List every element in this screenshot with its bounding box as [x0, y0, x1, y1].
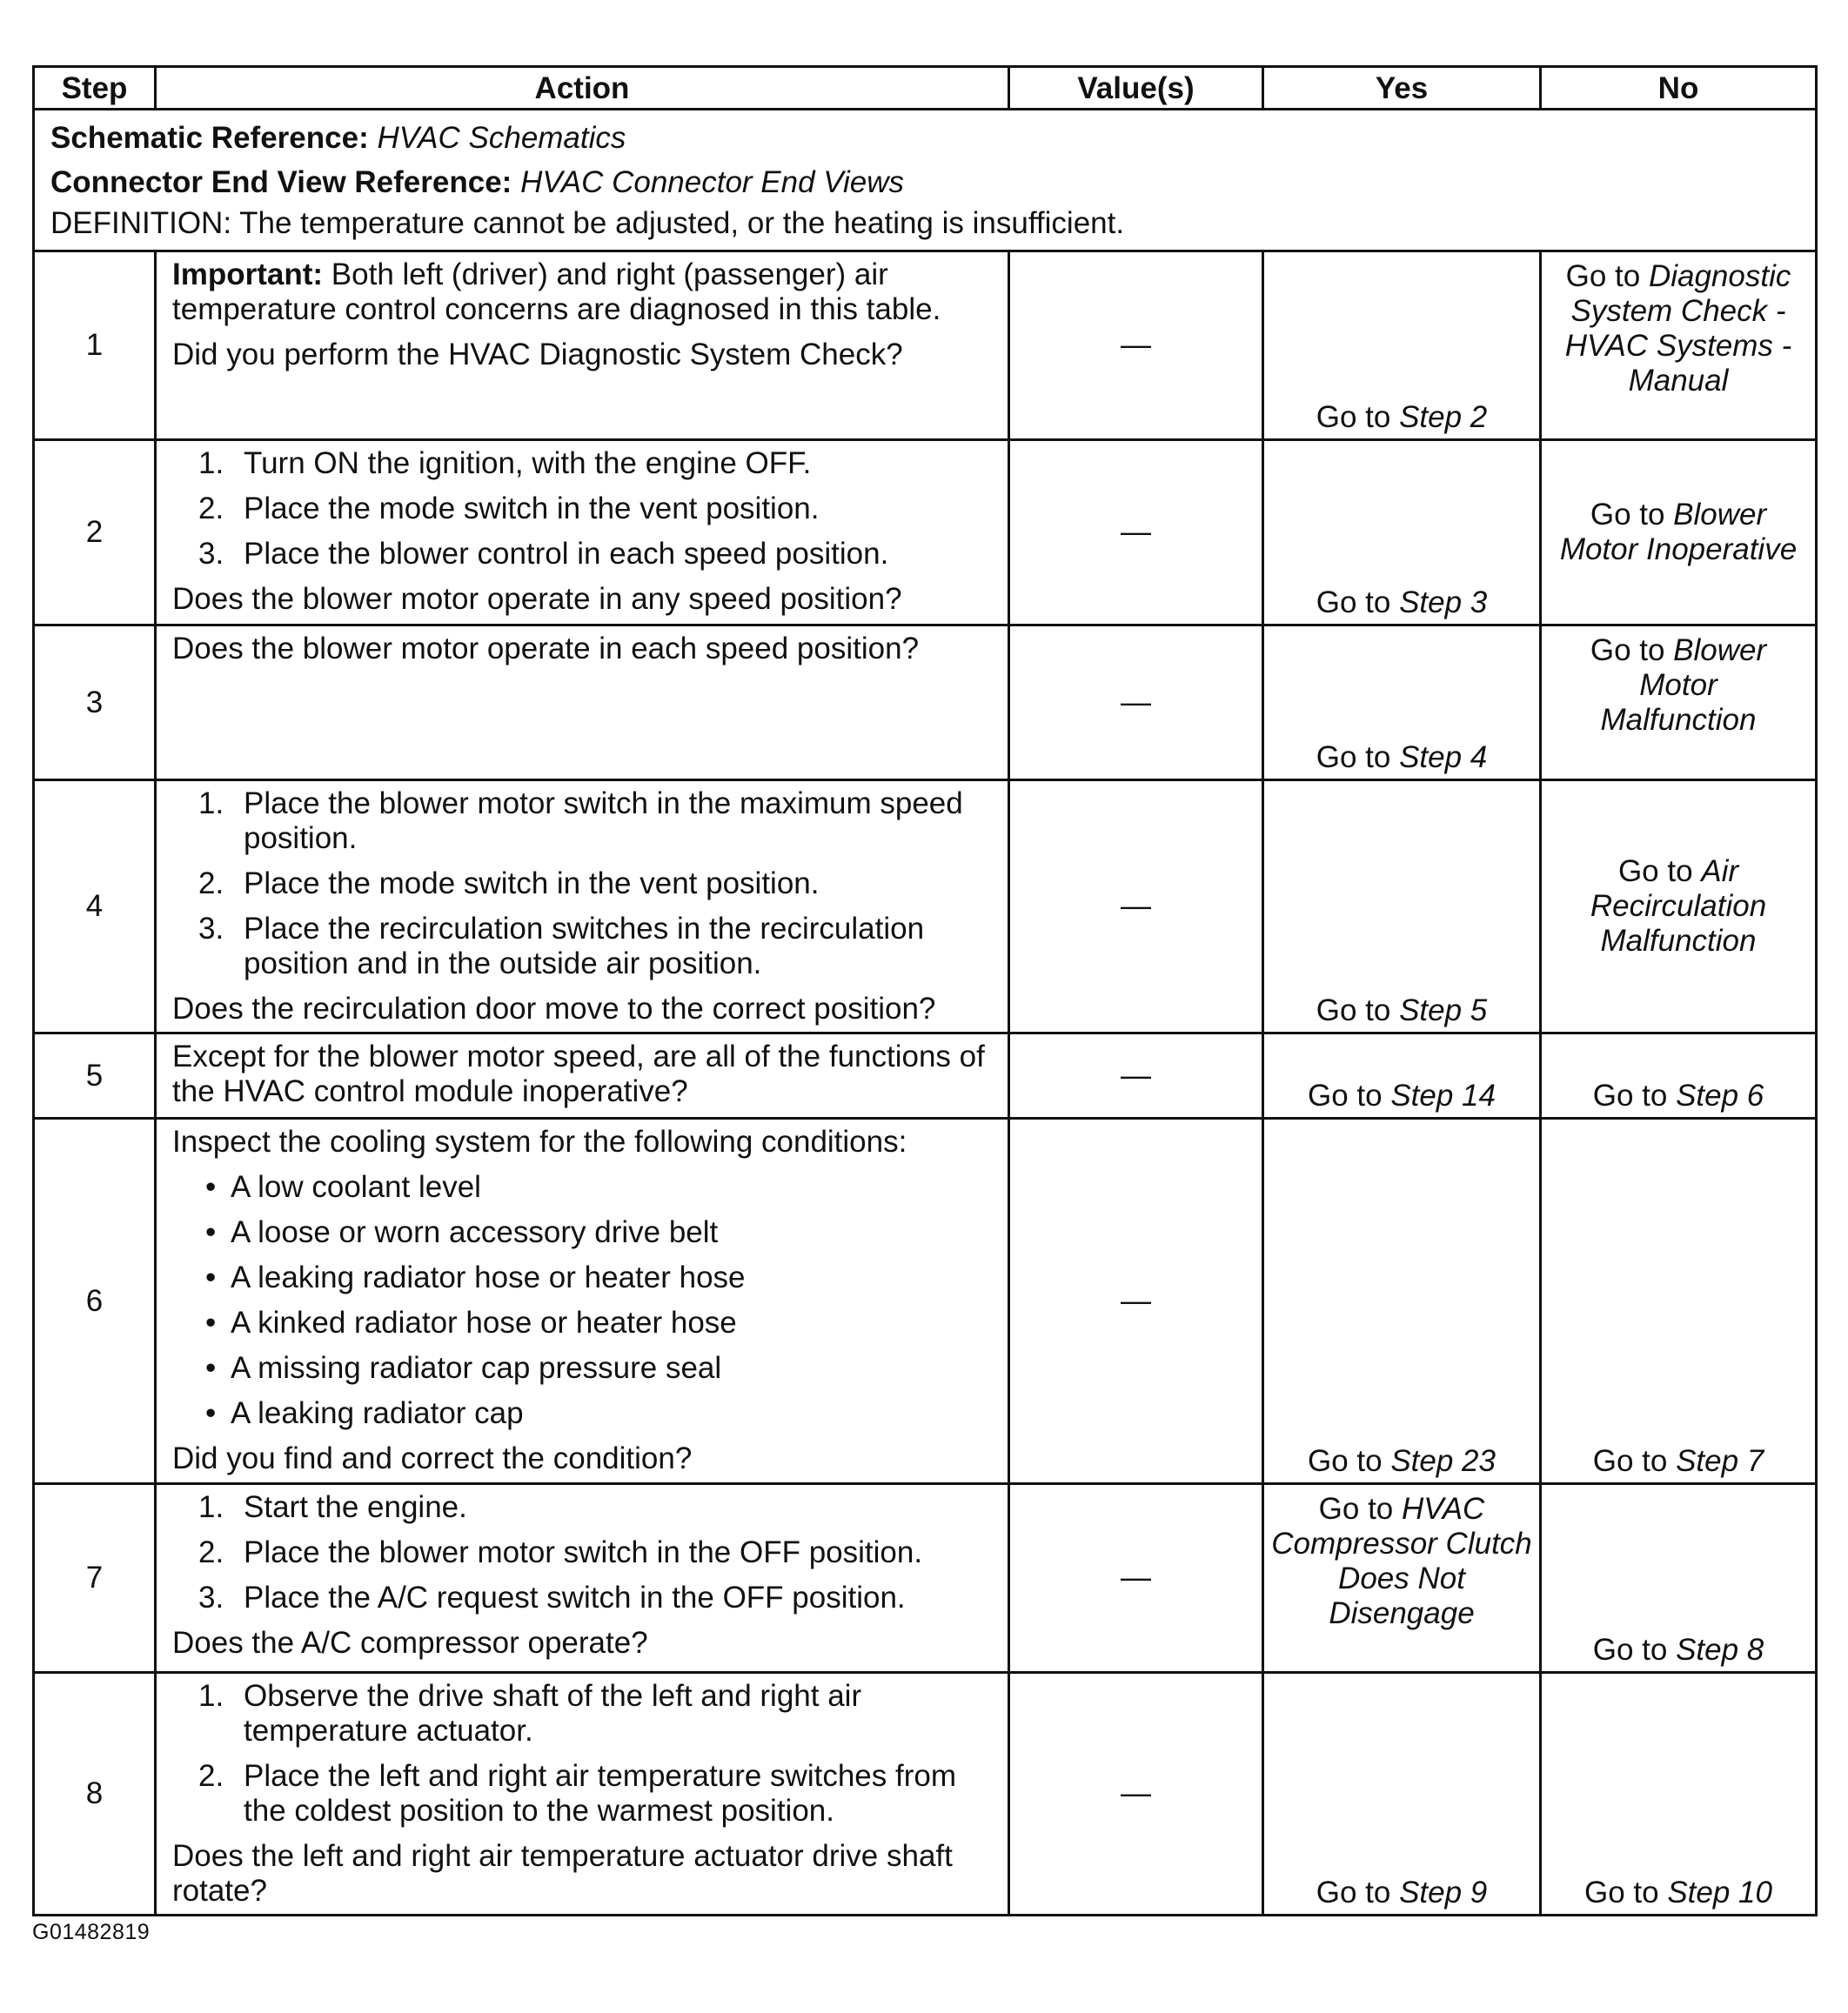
condition-item: • A leaking radiator hose or heater hose	[205, 1261, 746, 1294]
goto-prefix: Go to	[1316, 400, 1400, 434]
value-cell: —	[1009, 1033, 1263, 1119]
goto-target-link[interactable]: Step 23	[1390, 1444, 1496, 1478]
header-no: No	[1541, 67, 1817, 110]
yes-goto[interactable]	[1264, 400, 1539, 435]
value-cell: —	[1009, 440, 1263, 625]
no-goto[interactable]	[1542, 1633, 1815, 1668]
table-row	[34, 251, 1817, 440]
value-cell: —	[1009, 1673, 1263, 1916]
action-cell	[156, 1484, 1009, 1673]
no-cell	[1541, 440, 1817, 625]
action-step-item: 3. Place the blower control in each speed position.	[198, 537, 889, 571]
goto-prefix: Go to	[1318, 1492, 1402, 1526]
schematic-reference-label: Schematic Reference:	[50, 121, 369, 155]
action-cell	[156, 780, 1009, 1033]
no-cell	[1541, 1119, 1817, 1484]
diagnostic-table	[32, 65, 1818, 1916]
action-step-item: 1. Observe the drive shaft of the left and right air temperature actuator.	[198, 1679, 862, 1748]
connector-reference	[50, 160, 1799, 204]
no-cell	[1541, 1673, 1817, 1916]
no-cell	[1541, 625, 1817, 780]
connector-reference-label: Connector End View Reference:	[50, 165, 512, 199]
no-goto[interactable]	[1542, 1079, 1815, 1114]
action-question: Did you perform the HVAC Diagnostic System Check?	[172, 338, 903, 371]
goto-target-link[interactable]: Air Recirculation Malfunction	[1590, 854, 1767, 958]
goto-prefix: Go to	[1308, 1079, 1391, 1113]
step-number: 1	[34, 251, 156, 440]
action-step-item: 1. Turn ON the ignition, with the engine OFF.	[198, 446, 812, 480]
goto-target-link[interactable]: Step 4	[1399, 740, 1488, 774]
action-steps	[172, 1490, 992, 1615]
yes-cell	[1263, 625, 1541, 780]
action-question: Does the blower motor operate in any speed position?	[172, 582, 902, 616]
no-cell	[1541, 1033, 1817, 1119]
yes-cell	[1263, 1484, 1541, 1673]
important-text: Both left (driver) and right (passenger) air temperature control concerns are diagnosed in this table.	[172, 257, 941, 326]
action-step-item: 1. Start the engine.	[198, 1490, 467, 1524]
value-cell: —	[1009, 780, 1263, 1033]
table-row	[34, 440, 1817, 625]
table-row	[34, 1484, 1817, 1673]
no-goto[interactable]	[1542, 498, 1815, 567]
header-values: Value(s)	[1009, 67, 1263, 110]
condition-item: • A kinked radiator hose or heater hose	[205, 1306, 737, 1340]
step-number: 7	[34, 1484, 156, 1673]
yes-cell	[1263, 1119, 1541, 1484]
table-row	[34, 1119, 1817, 1484]
goto-target-link[interactable]: Step 7	[1676, 1444, 1764, 1478]
goto-target-link[interactable]: Diagnostic System Check - HVAC Systems - Manual	[1564, 259, 1792, 398]
value-cell: —	[1009, 625, 1263, 780]
action-step-item: 2. Place the left and right air temperature switches from the coldest position to the warmest position.	[198, 1759, 956, 1828]
goto-prefix: Go to	[1590, 633, 1674, 667]
goto-prefix: Go to	[1316, 585, 1400, 619]
no-cell	[1541, 1484, 1817, 1673]
action-cell	[156, 1033, 1009, 1119]
action-step-item: 3. Place the A/C request switch in the OFF position.	[198, 1581, 906, 1615]
yes-cell	[1263, 780, 1541, 1033]
action-step-item: 3. Place the recirculation switches in the recirculation position and in the outside air position.	[198, 912, 925, 980]
no-goto[interactable]	[1542, 633, 1815, 738]
action-intro: Inspect the cooling system for the following conditions:	[172, 1125, 907, 1159]
action-question: Does the recirculation door move to the correct position?	[172, 992, 936, 1026]
no-goto[interactable]	[1542, 1444, 1815, 1479]
goto-target-link[interactable]: Blower Motor Malfunction	[1600, 633, 1767, 737]
goto-prefix: Go to	[1308, 1444, 1391, 1478]
action-cell	[156, 1119, 1009, 1484]
action-steps	[172, 1679, 992, 1829]
value-cell: —	[1009, 1119, 1263, 1484]
condition-item: • A loose or worn accessory drive belt	[205, 1215, 719, 1249]
condition-item: • A leaking radiator cap	[205, 1396, 524, 1430]
no-cell	[1541, 780, 1817, 1033]
goto-prefix: Go to	[1592, 1633, 1677, 1667]
action-steps	[172, 446, 992, 572]
goto-target-link[interactable]: Step 8	[1676, 1633, 1764, 1667]
condition-item: • A missing radiator cap pressure seal	[205, 1351, 722, 1385]
no-goto[interactable]	[1542, 854, 1815, 959]
action-step-item: 2. Place the blower motor switch in the OFF position.	[198, 1535, 923, 1569]
goto-target-link[interactable]: Step 2	[1399, 400, 1488, 434]
action-steps	[172, 786, 992, 981]
goto-target-link[interactable]: Step 3	[1399, 585, 1488, 619]
yes-goto[interactable]	[1264, 993, 1539, 1028]
yes-cell	[1263, 440, 1541, 625]
action-step-item: 2. Place the mode switch in the vent position.	[198, 866, 820, 900]
yes-cell	[1263, 251, 1541, 440]
action-step-item: 1. Place the blower motor switch in the maximum speed position.	[198, 786, 963, 855]
header-yes: Yes	[1263, 67, 1541, 110]
no-cell	[1541, 251, 1817, 440]
action-cell	[156, 1673, 1009, 1916]
step-number: 8	[34, 1673, 156, 1916]
action-cell	[156, 625, 1009, 780]
schematic-reference-link[interactable]: HVAC Schematics	[377, 121, 626, 155]
condition-item: • A low coolant level	[205, 1170, 481, 1204]
goto-prefix: Go to	[1316, 740, 1400, 774]
action-cell	[156, 440, 1009, 625]
yes-goto[interactable]	[1264, 585, 1539, 620]
goto-prefix: Go to	[1565, 259, 1649, 293]
yes-goto[interactable]	[1264, 1444, 1539, 1479]
important-note	[172, 257, 992, 327]
action-question: Does the blower motor operate in each speed position?	[172, 632, 920, 665]
value-cell: —	[1009, 1484, 1263, 1673]
goto-prefix: Go to	[1316, 993, 1400, 1027]
goto-target-link[interactable]: Step 5	[1399, 993, 1488, 1027]
figure-code: G01482819	[32, 1920, 151, 1944]
action-question: Did you find and correct the condition?	[172, 1441, 693, 1475]
goto-target-link[interactable]: Step 9	[1399, 1876, 1488, 1909]
condition-list	[172, 1170, 992, 1431]
step-number: 5	[34, 1033, 156, 1119]
goto-prefix: Go to	[1590, 498, 1674, 532]
goto-prefix: Go to	[1584, 1876, 1668, 1909]
yes-goto[interactable]	[1264, 740, 1539, 775]
goto-prefix: Go to	[1316, 1876, 1400, 1909]
step-number: 3	[34, 625, 156, 780]
reference-cell	[34, 110, 1817, 251]
goto-prefix: Go to	[1592, 1079, 1677, 1113]
action-step-item: 2. Place the mode switch in the vent position.	[198, 492, 820, 525]
goto-prefix: Go to	[1617, 854, 1702, 888]
header-action: Action	[156, 67, 1009, 110]
goto-target-link[interactable]: Step 14	[1390, 1079, 1496, 1113]
action-question: Except for the blower motor speed, are all of the functions of the HVAC control module inoperative?	[172, 1040, 985, 1108]
no-goto[interactable]	[1542, 259, 1815, 398]
yes-goto[interactable]	[1264, 1492, 1539, 1631]
action-question: Does the left and right air temperature actuator drive shaft rotate?	[172, 1839, 953, 1908]
header-step: Step	[34, 67, 156, 110]
yes-cell	[1263, 1673, 1541, 1916]
schematic-reference	[50, 116, 1799, 160]
yes-cell	[1263, 1033, 1541, 1119]
table-row	[34, 1673, 1817, 1916]
reference-row	[34, 110, 1817, 251]
goto-target-link[interactable]: Step 10	[1667, 1876, 1772, 1909]
yes-goto[interactable]	[1264, 1079, 1539, 1114]
goto-target-link[interactable]: Step 6	[1676, 1079, 1764, 1113]
goto-target-link[interactable]: HVAC Compressor Clutch Does Not Disengage	[1271, 1492, 1532, 1630]
definition-text: DEFINITION: The temperature cannot be adjusted, or the heating is insufficient.	[50, 206, 1125, 240]
no-goto[interactable]	[1542, 1876, 1815, 1910]
table-row	[34, 625, 1817, 780]
important-label: Important:	[172, 257, 324, 291]
value-cell: —	[1009, 251, 1263, 440]
step-number: 4	[34, 780, 156, 1033]
table-row	[34, 780, 1817, 1033]
yes-goto[interactable]	[1264, 1876, 1539, 1910]
table-header-row	[34, 67, 1817, 110]
action-question: Does the A/C compressor operate?	[172, 1626, 648, 1660]
step-number: 6	[34, 1119, 156, 1484]
goto-prefix: Go to	[1592, 1444, 1677, 1478]
action-cell	[156, 251, 1009, 440]
goto-target-link[interactable]: Blower Motor Inoperative	[1559, 498, 1798, 566]
step-number: 2	[34, 440, 156, 625]
table-row	[34, 1033, 1817, 1119]
connector-reference-link[interactable]: HVAC Connector End Views	[520, 165, 905, 199]
